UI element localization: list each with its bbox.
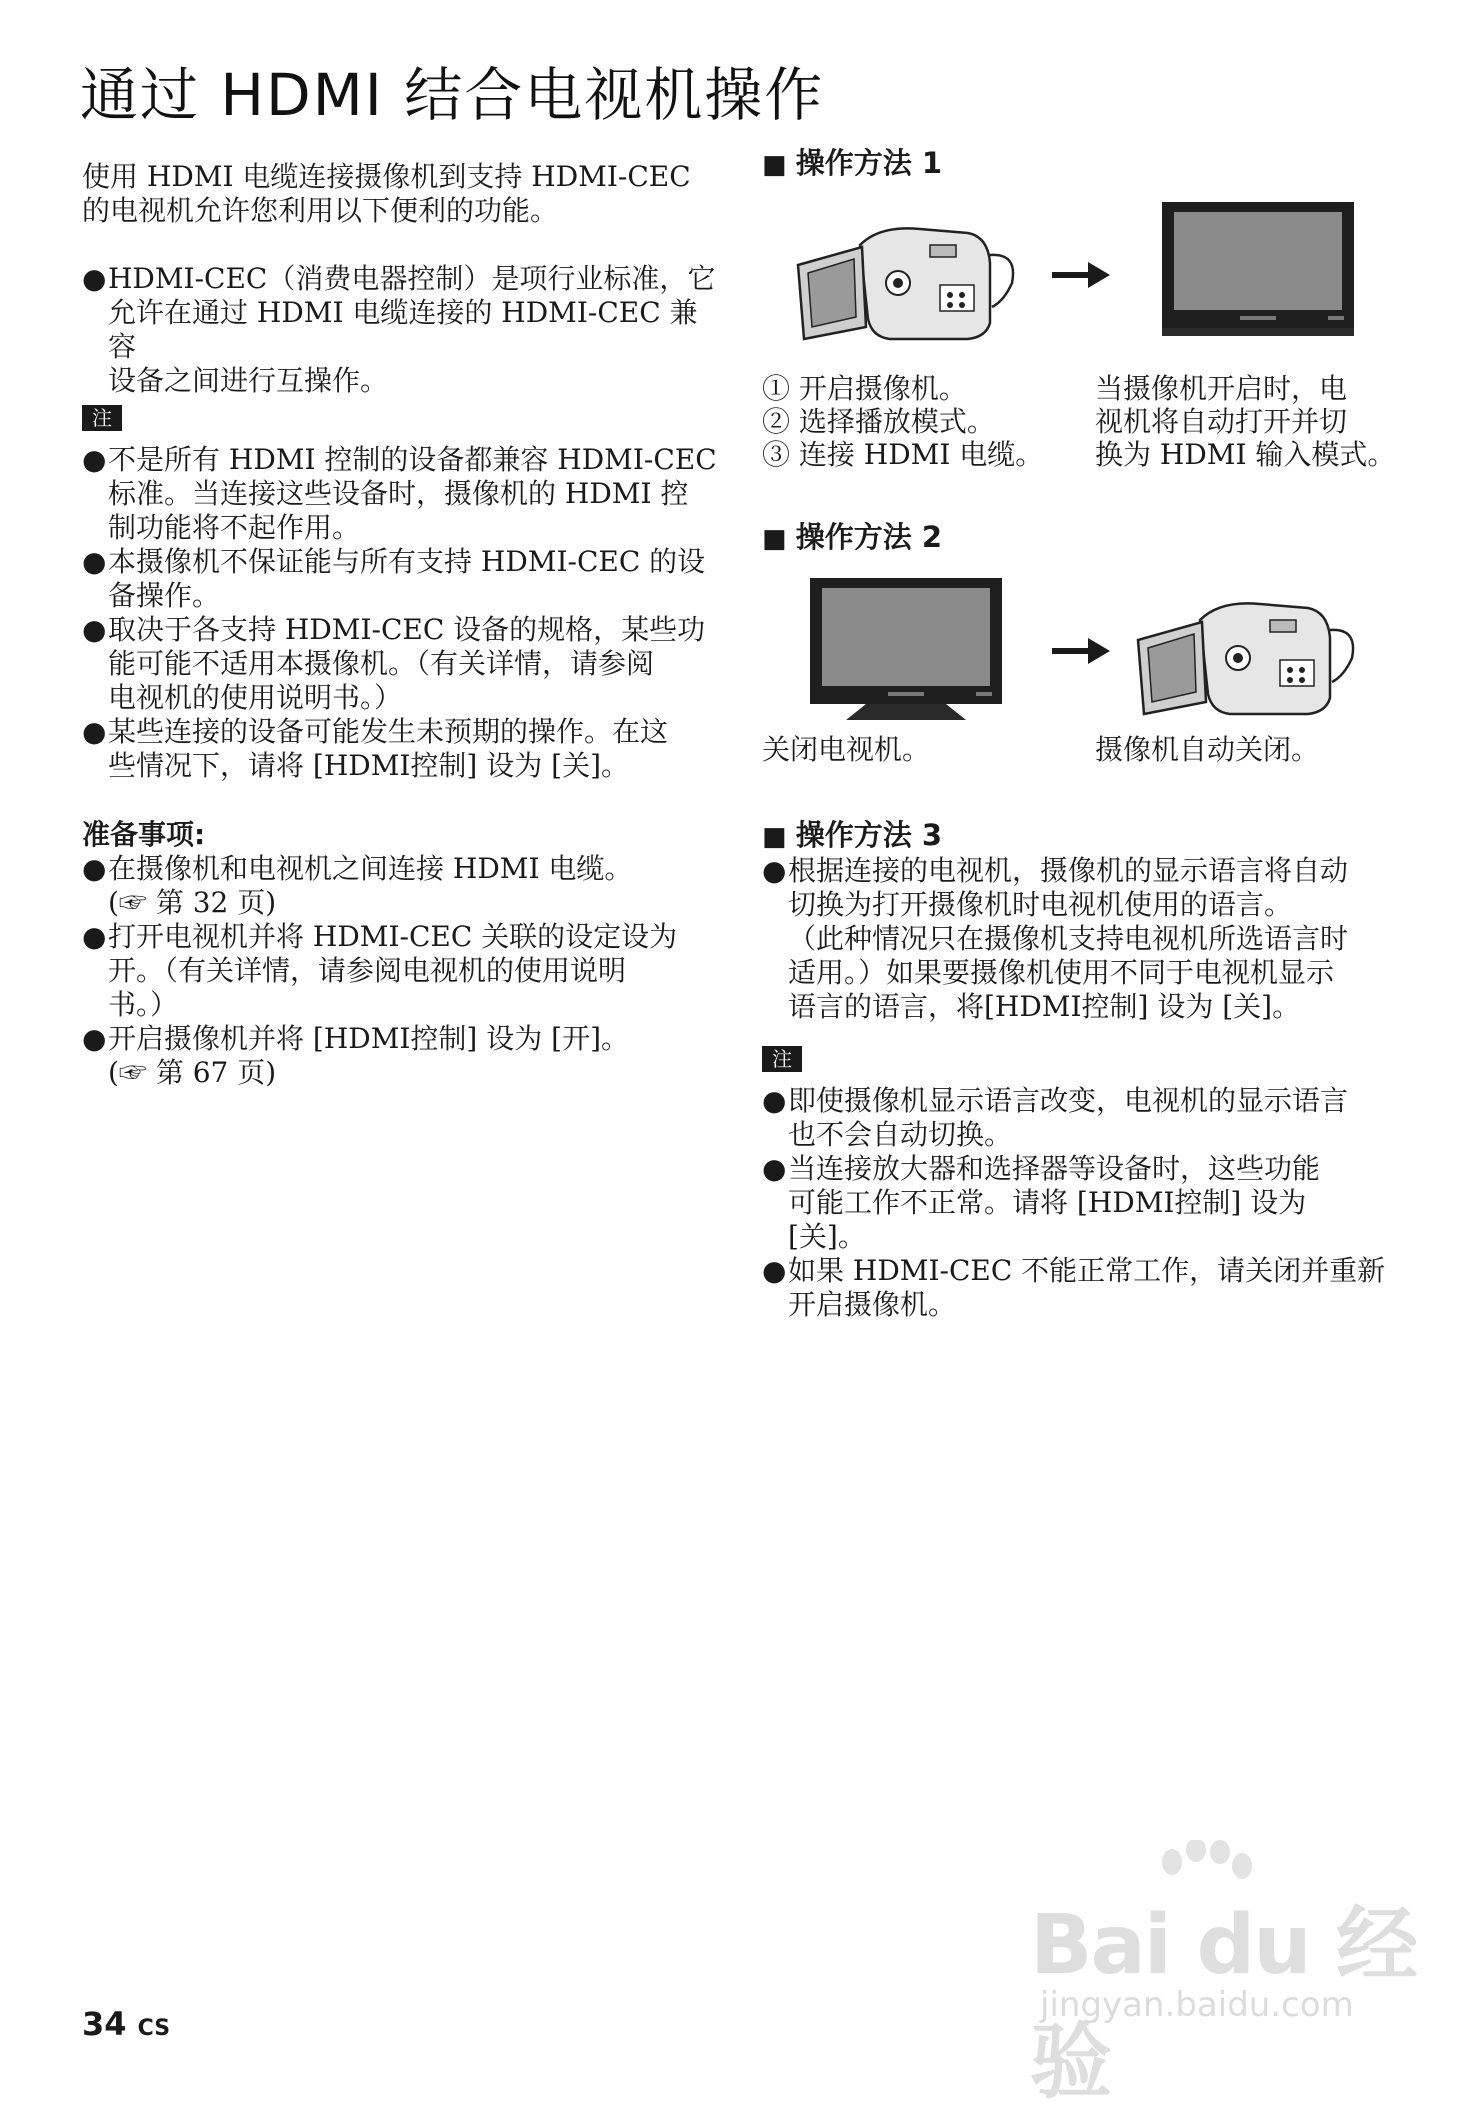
text-line: 设备之间进行互操作。: [108, 364, 389, 397]
text-line: 语言的语言，将[HDMI控制] 设为 [关]。: [788, 990, 1301, 1023]
method1-heading: [762, 146, 942, 182]
notes-left: [82, 443, 722, 783]
list-item: [82, 852, 722, 920]
bullet: ●: [82, 262, 107, 295]
prep-heading: 准备事项:: [82, 818, 206, 851]
bullet: ●: [82, 443, 107, 476]
text-line: [关]。: [788, 1220, 866, 1253]
text-line: 可能工作不正常。请将 [HDMI控制] 设为: [788, 1186, 1307, 1219]
square-icon: ■: [762, 524, 787, 554]
list-item: [82, 613, 722, 715]
cec-definition: [82, 262, 722, 398]
camcorder-illustration: [790, 215, 1030, 355]
text-line: 电视机的使用说明书。）: [108, 681, 403, 714]
list-item: [762, 1254, 1442, 1322]
step-2: ② 选择播放模式。: [762, 405, 995, 438]
text-line: 某些连接的设备可能发生未预期的操作。在这: [108, 715, 669, 748]
method1-steps: [762, 372, 1052, 471]
method1-result: [1095, 372, 1435, 471]
bullet: ●: [82, 715, 107, 748]
text-line: 开启摄像机并将 [HDMI控制] 设为 [开]。: [108, 1022, 629, 1055]
page-number: [82, 2005, 170, 2043]
bullet: ●: [762, 1084, 787, 1117]
bullet: ●: [82, 852, 107, 885]
language-code: CS: [137, 2016, 171, 2041]
prep-list: [82, 852, 722, 1090]
text-line: 开。（有关详情，请参阅电视机的使用说明: [108, 954, 627, 987]
list-item: [762, 854, 1442, 1024]
method3-heading: [762, 818, 942, 854]
list-item: [82, 715, 722, 783]
list-item: [762, 1152, 1442, 1254]
method1-title: 操作方法 1: [795, 146, 943, 180]
text-line: 打开电视机并将 HDMI-CEC 关联的设定设为: [108, 920, 678, 953]
intro-line: 使用 HDMI 电缆连接摄像机到支持 HDMI-CEC: [82, 160, 691, 193]
text-line: 适用。）如果要摄像机使用不同于电视机显示: [788, 956, 1335, 989]
list-item: [82, 443, 722, 545]
watermark-logo: Bai du 经验: [1030, 1898, 1417, 2110]
bullet: ●: [762, 1152, 787, 1185]
method3-title: 操作方法 3: [795, 818, 943, 852]
text-line: （此种情况只在摄像机支持电视机所选语言时: [788, 922, 1349, 955]
bullet: ●: [82, 613, 107, 646]
bullet: ●: [762, 1254, 787, 1287]
list-item: [82, 920, 722, 1022]
text-line: 本摄像机不保证能与所有支持 HDMI-CEC 的设: [108, 545, 706, 578]
square-icon: ■: [762, 822, 787, 852]
method2-heading: [762, 520, 942, 556]
bullet: ●: [82, 1022, 107, 1055]
list-item: [762, 1084, 1442, 1152]
method3-list: [762, 854, 1442, 1024]
note-badge-left: [82, 405, 122, 431]
arrow-right-icon: [1052, 636, 1110, 666]
method2-title: 操作方法 2: [795, 520, 943, 554]
text-line: 也不会自动切换。: [788, 1118, 1013, 1151]
text-line: 制功能将不起作用。: [108, 511, 361, 544]
bullet: ●: [82, 920, 107, 953]
text-line: 当连接放大器和选择器等设备时，这些功能: [788, 1152, 1321, 1185]
text-line: 能可能不适用本摄像机。（有关详情，请参阅: [108, 647, 655, 680]
text-line: 允许在通过 HDMI 电缆连接的 HDMI-CEC 兼容: [108, 296, 698, 363]
watermark-url: jingyan.baidu.com: [1040, 1985, 1354, 2025]
note-badge-right: [762, 1046, 802, 1072]
text-line: 书。）: [108, 988, 179, 1021]
intro-line: 的电视机允许您利用以下便利的功能。: [82, 194, 559, 227]
text-line: 如果 HDMI-CEC 不能正常工作，请关闭并重新: [788, 1254, 1386, 1287]
page-reference: (☞ 第 67 页): [108, 1056, 277, 1089]
list-item: [82, 545, 722, 613]
text-line: 备操作。: [108, 579, 221, 612]
list-item: [82, 1022, 722, 1090]
text-line: 换为 HDMI 输入模式。: [1095, 438, 1396, 471]
intro-paragraph: [82, 160, 702, 228]
page-number-value: 34: [82, 2005, 127, 2043]
method2-right-caption: 摄像机自动关闭。: [1095, 733, 1320, 766]
tv-illustration: [806, 574, 1006, 724]
note-label: 注: [762, 1046, 802, 1072]
note-label: 注: [82, 405, 122, 431]
text-line: 切换为打开摄像机时电视机使用的语言。: [788, 888, 1293, 921]
text-line: 视机将自动打开并切: [1095, 405, 1348, 438]
method2-left-caption: 关闭电视机。: [762, 733, 931, 766]
text-line: 取决于各支持 HDMI-CEC 设备的规格，某些功: [108, 613, 706, 646]
text-line: 在摄像机和电视机之间连接 HDMI 电缆。: [108, 852, 633, 885]
step-3: ③ 连接 HDMI 电缆。: [762, 438, 1044, 471]
bullet: ●: [762, 854, 787, 887]
arrow-right-icon: [1052, 260, 1110, 290]
text-line: 开启摄像机。: [788, 1288, 957, 1321]
tv-illustration: [1158, 198, 1358, 340]
list-item: [82, 262, 722, 398]
text-line: HDMI-CEC（消费电器控制）是项行业标准，它: [108, 262, 716, 295]
page-title: 通过 HDMI 结合电视机操作: [80, 61, 825, 129]
text-line: 当摄像机开启时，电: [1095, 372, 1348, 405]
bullet: ●: [82, 545, 107, 578]
page-reference: (☞ 第 32 页): [108, 886, 277, 919]
step-1: ① 开启摄像机。: [762, 372, 967, 405]
camcorder-illustration: [1130, 590, 1370, 730]
text-line: 些情况下，请将 [HDMI控制] 设为 [关]。: [108, 749, 629, 782]
text-line: 标准。当连接这些设备时，摄像机的 HDMI 控: [108, 477, 689, 510]
text-line: 不是所有 HDMI 控制的设备都兼容 HDMI-CEC: [108, 443, 717, 476]
text-line: 即使摄像机显示语言改变，电视机的显示语言: [788, 1084, 1349, 1117]
square-icon: ■: [762, 150, 787, 180]
notes-right: [762, 1084, 1442, 1322]
text-line: 根据连接的电视机，摄像机的显示语言将自动: [788, 854, 1349, 887]
